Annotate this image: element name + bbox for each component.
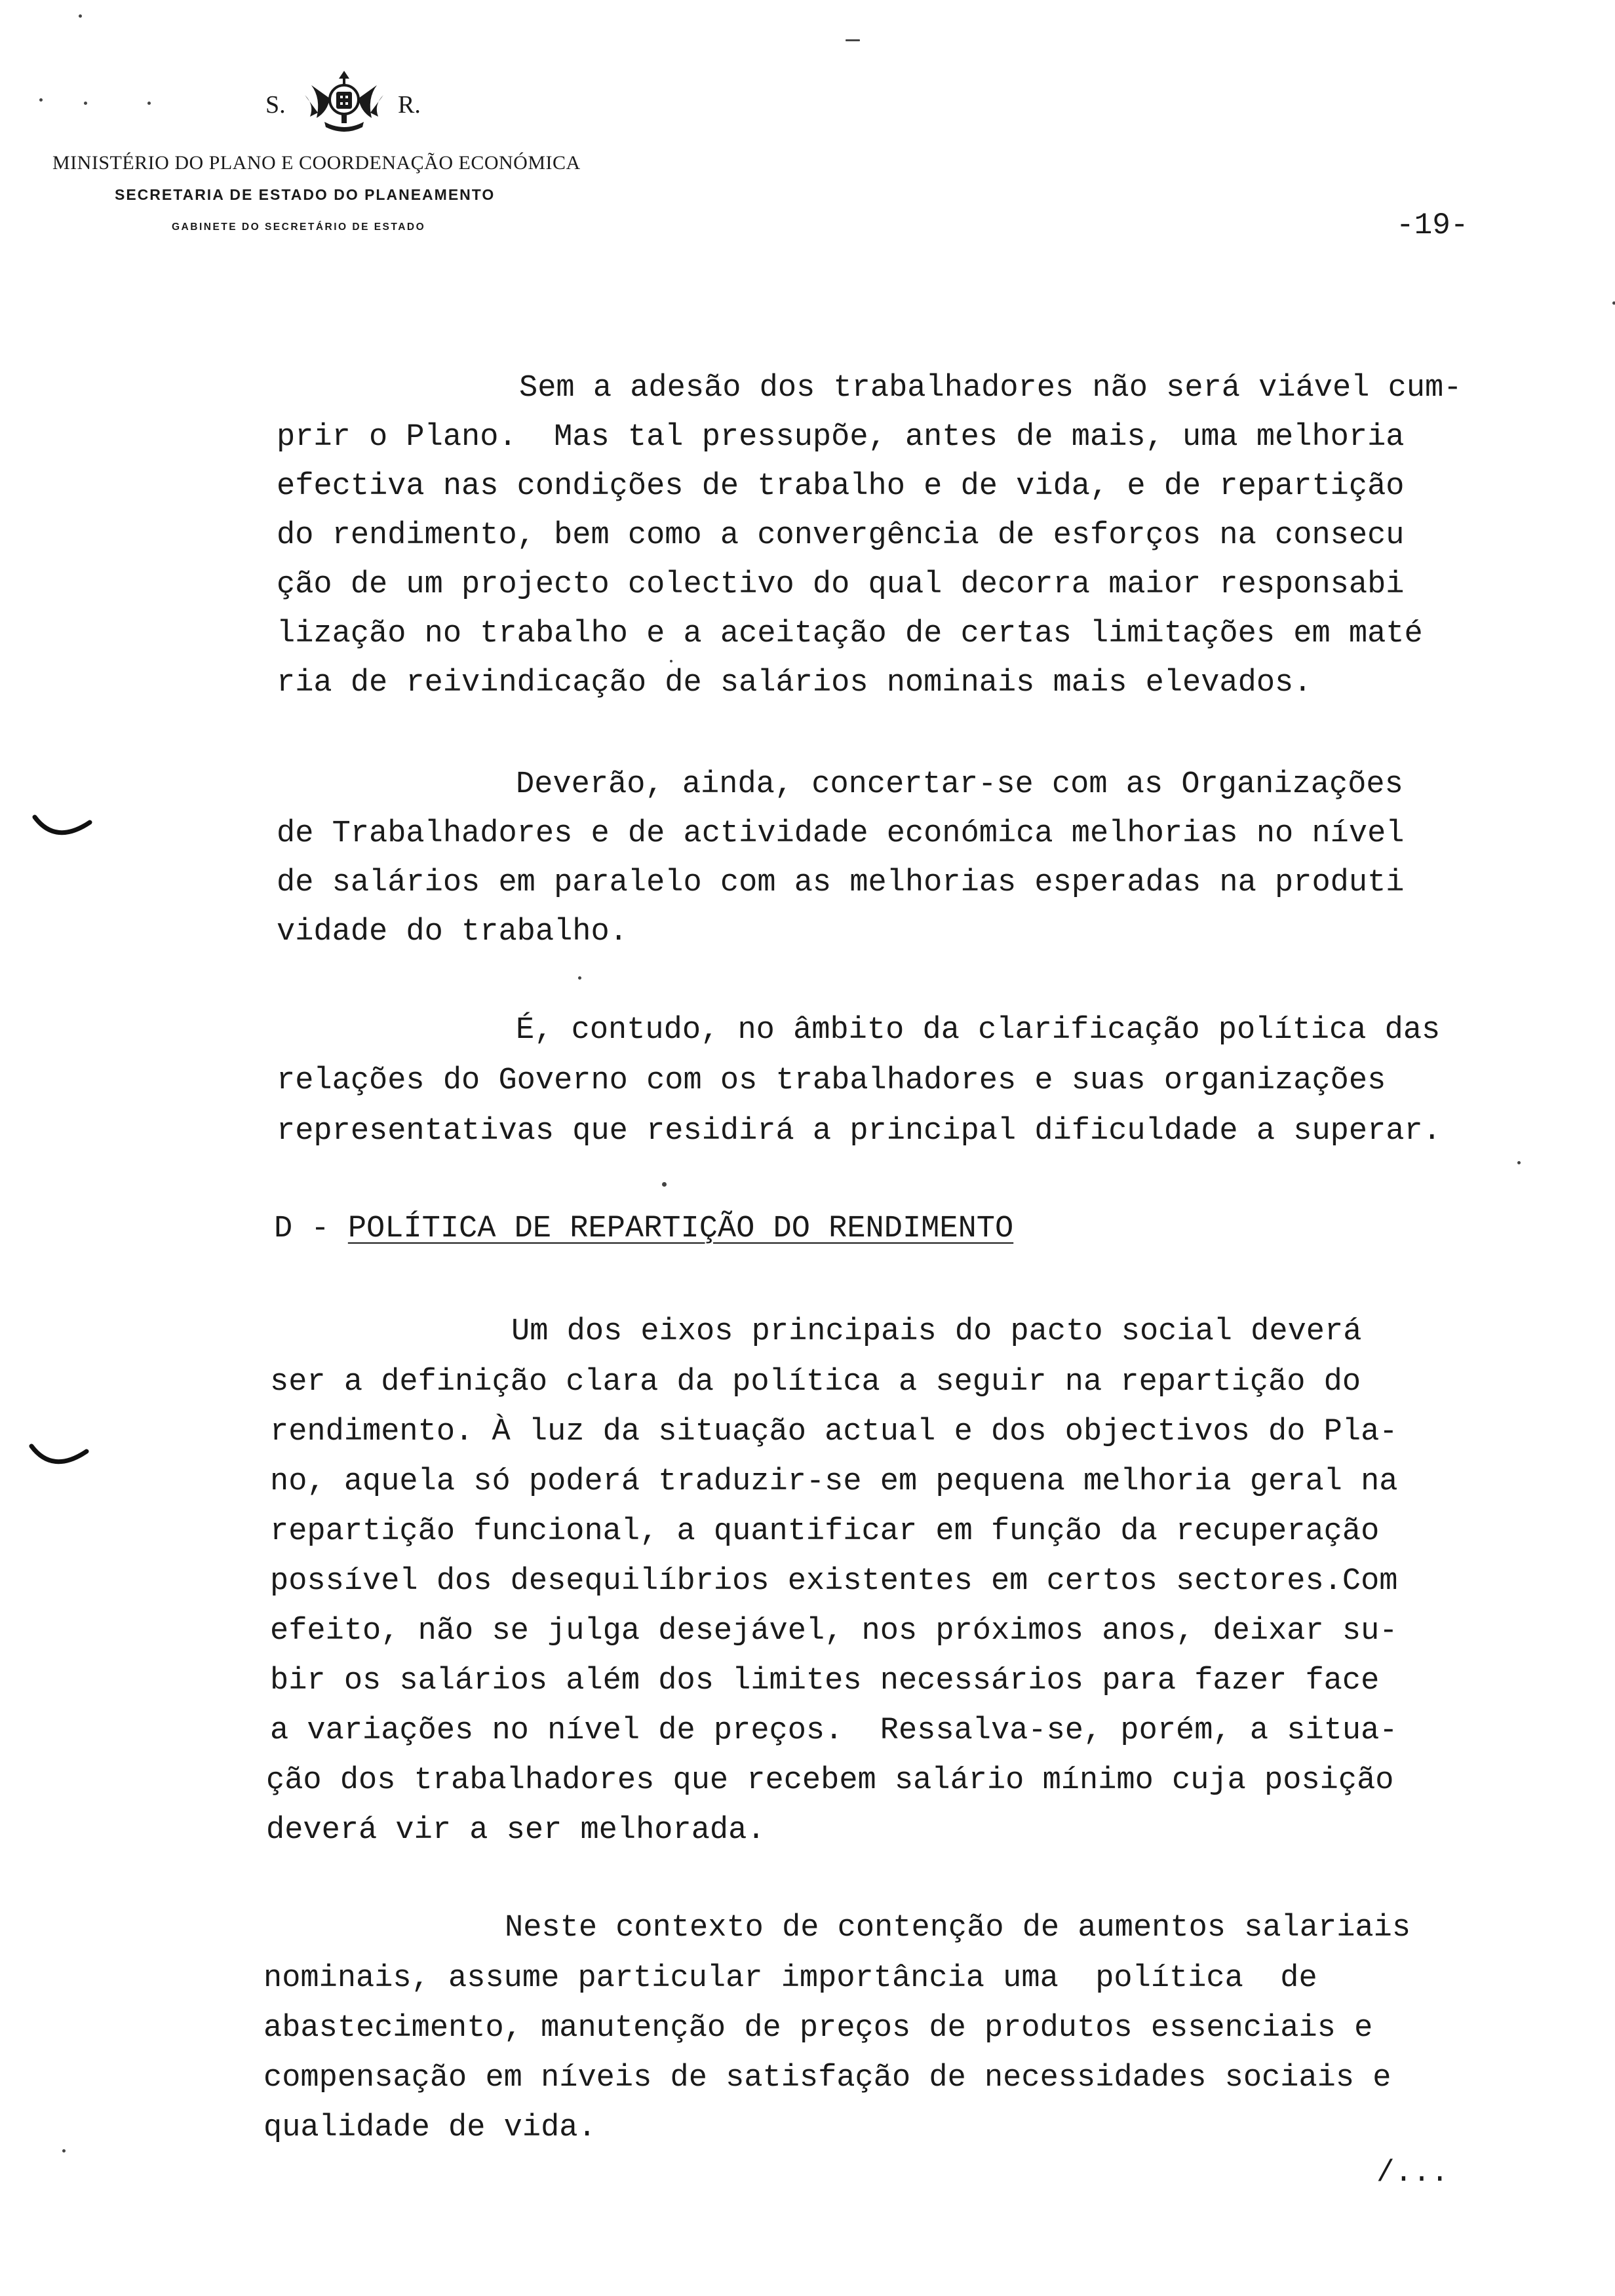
paragraph-line: ção dos trabalhadores que recebem salário mínimo cuja posição	[266, 1763, 1394, 1798]
paragraph-line: compensação em níveis de satisfação de necessidades sociais e	[263, 2061, 1391, 2095]
scan-speck	[662, 1182, 667, 1187]
punch-hole-mark	[26, 1438, 92, 1478]
section-heading-prefix: D -	[274, 1212, 348, 1246]
letterhead-emblem	[259, 66, 456, 138]
paragraph-line: lização no trabalho e a aceitação de certas limitações em maté	[277, 617, 1423, 651]
paragraph-line: de Trabalhadores e de actividade económica melhorias no nível	[277, 816, 1405, 851]
paragraph-line: efeito, não se julga desejável, nos próximos anos, deixar su-	[270, 1614, 1398, 1649]
paragraph-line: deverá vir a ser melhorada.	[266, 1813, 766, 1848]
paragraph-line: ção de um projecto colectivo do qual decorra maior responsabi	[277, 567, 1405, 602]
paragraph-line: ser a definição clara da política a seguir na repartição do	[270, 1365, 1361, 1400]
secretariat-name: SECRETARIA DE ESTADO DO PLANEAMENTO	[115, 186, 496, 203]
scan-speck	[578, 976, 581, 980]
page-number: -19-	[1396, 208, 1469, 242]
section-heading-title: POLÍTICA DE REPARTIÇÃO DO RENDIMENTO	[347, 1212, 1014, 1246]
paragraph-line: bir os salários além dos limites necessários para fazer face	[270, 1664, 1380, 1698]
scan-speck	[1612, 301, 1615, 305]
paragraph-line: Deverão, ainda, concertar-se com as Organizações	[516, 767, 1403, 802]
office-name: GABINETE DO SECRETÁRIO DE ESTADO	[172, 221, 426, 233]
letterhead-left-letter: S.	[265, 91, 286, 119]
paragraph-line: no, aquela só poderá traduzir-se em pequena melhoria geral na	[270, 1464, 1398, 1499]
paragraph-line: a variações no nível de preços. Ressalva-se, porém, a situa-	[270, 1713, 1398, 1748]
letterhead-right-letter: R.	[398, 91, 421, 119]
paragraph-line: É, contudo, no âmbito da clarificação política das	[516, 1013, 1441, 1048]
paragraph-line: prir o Plano. Mas tal pressupõe, antes de mais, uma melhoria	[277, 420, 1405, 455]
paragraph-line: vidade do trabalho.	[277, 915, 628, 949]
paragraph-line: do rendimento, bem como a convergência de esforços na consecu	[277, 518, 1405, 553]
paragraph-line: nominais, assume particular importância uma política de	[263, 1961, 1317, 1996]
ministry-name: MINISTÉRIO DO PLANO E COORDENAÇÃO ECONÓMICA	[52, 152, 581, 174]
paragraph-line: relações do Governo com os trabalhadores e suas organizações	[277, 1063, 1386, 1098]
scan-speck	[62, 2149, 66, 2152]
paragraph-line: Sem a adesão dos trabalhadores não será viável cum-	[519, 371, 1462, 406]
continuation-mark: /...	[1376, 2156, 1449, 2190]
scan-speck	[147, 102, 151, 105]
scan-speck	[79, 14, 82, 18]
paragraph-line: possível dos desequilíbrios existentes em certos sectores.Com	[270, 1564, 1398, 1599]
scan-speck	[84, 102, 87, 105]
paragraph-line: ria de reivindicação de salários nominais mais elevados.	[277, 666, 1312, 700]
scan-speck	[670, 660, 672, 662]
paragraph-line: Neste contexto de contenção de aumentos salariais	[505, 1911, 1411, 1945]
paragraph-line: de salários em paralelo com as melhorias esperadas na produti	[277, 866, 1405, 900]
scan-speck	[846, 39, 860, 41]
coat-of-arms-icon	[298, 66, 390, 138]
paragraph-line: efectiva nas condições de trabalho e de vida, e de repartição	[277, 469, 1405, 504]
paragraph-line: Um dos eixos principais do pacto social deverá	[511, 1314, 1362, 1349]
scan-speck	[1517, 1161, 1521, 1164]
paragraph-line: abastecimento, manutenção de preços de produtos essenciais e	[263, 2011, 1373, 2046]
paragraph-line: qualidade de vida.	[263, 2111, 596, 2145]
section-heading	[274, 1211, 1013, 1248]
punch-hole-mark	[29, 809, 95, 849]
paragraph-line: rendimento. À luz da situação actual e dos objectivos do Pla-	[270, 1415, 1398, 1449]
scan-speck	[39, 98, 43, 102]
paragraph-line: repartição funcional, a quantificar em função da recuperação	[270, 1514, 1380, 1549]
paragraph-line: representativas que residirá a principal dificuldade a superar.	[277, 1114, 1441, 1149]
